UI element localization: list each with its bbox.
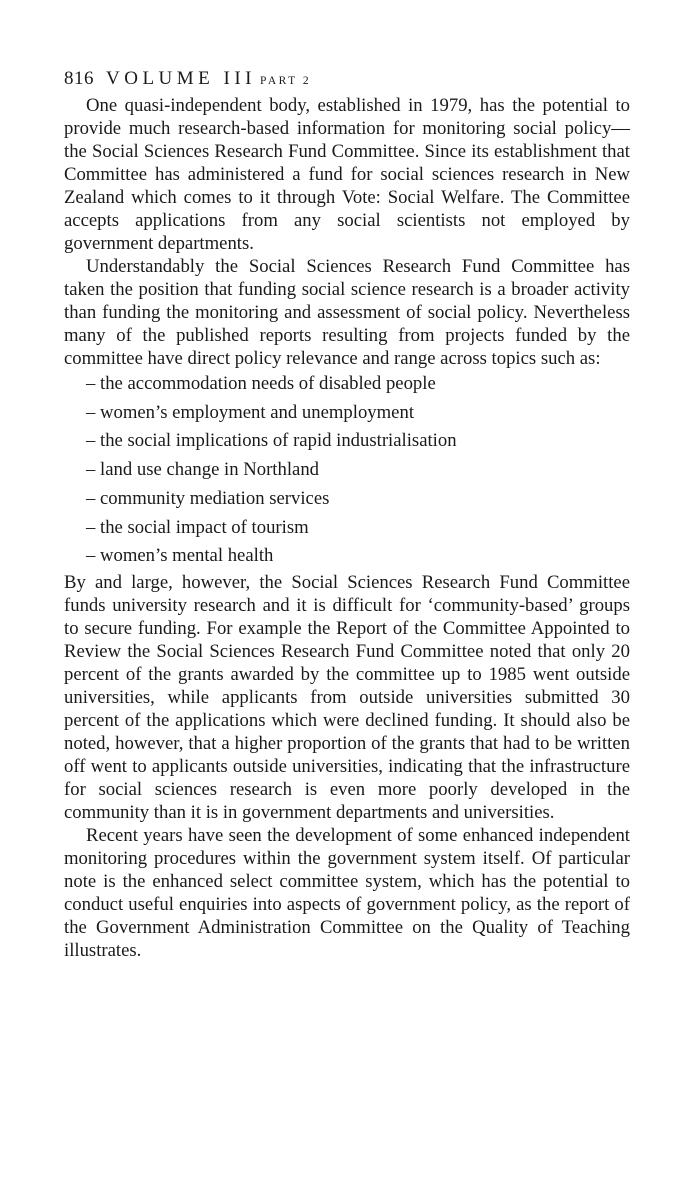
list-item: – the accommodation needs of disabled people (86, 373, 436, 394)
list-item: – land use change in Northland (86, 459, 320, 481)
paragraph-ssrfc-intro: One quasi-independent body, established in 1979, has the potential to provide much research-based information for monitoring social policy—the Social Sciences Research Fund Committee. Since its establishment that Committee has administered a fund for social sciences research in New Zealand which comes to it through Vote: Social Welfare. The Committee accepts applications from any social scientists not employed by government departments. (64, 95, 630, 254)
research-topics-list (64, 370, 630, 571)
list-item: – community mediation services (86, 487, 330, 509)
paragraph-funding-position: Understandably the Social Sciences Research Fund Committee has taken the position that funding social science research is a broader activity than funding the monitoring and assessment of social policy. Nevertheless many of the published reports resulting from projects funded by the committee have direct policy relevance and range across topics such as: (64, 256, 630, 369)
paragraph-select-committee: Recent years have seen the development of some enhanced independent monitoring procedures within the government system itself. Of particular note is the enhanced select committee system, which has the potential to conduct useful enquiries into aspects of government policy, as the report of the Government Administration Committee on the Quality of Teaching illustrates. (64, 824, 630, 961)
list-item: – the social implications of rapid industrialisation (86, 430, 457, 452)
page-number: 816 (64, 68, 94, 89)
paragraph-university-funding: By and large, however, the Social Sciences Research Fund Committee funds university research and it is difficult for ‘community-based’ groups to secure funding. For example the Report of the Committee Appointed to Review the Social Sciences Research Fund Committee noted that only 20 percent of the grants awarded by the committee up to 1985 went outside universities, while applicants from outside universities submitted 30 percent of the applications which were declined funding. It should also be noted, however, that a higher proportion of the grants that had to be written off went to applicants outside universities, indicating that the infrastructure for social sciences research is even more poorly developed in the community than it is in government departments and universities. (64, 571, 630, 823)
running-head (64, 64, 630, 94)
list-item: – women’s employment and unemployment (86, 401, 415, 423)
list-item: – the social impact of tourism (86, 516, 309, 538)
book-page (64, 64, 630, 962)
volume-label: VOLUME III (106, 68, 257, 89)
list-item: – women’s mental health (86, 545, 274, 567)
part-label: PART 2 (260, 75, 312, 87)
